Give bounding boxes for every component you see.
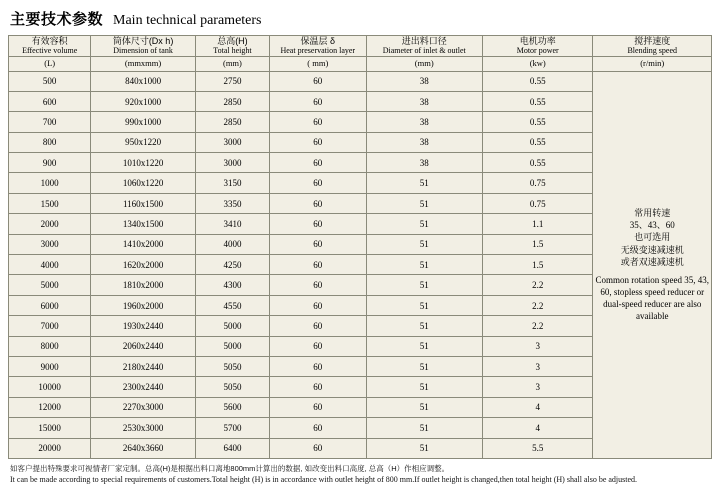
cell-height: 2850 [195,91,269,111]
cell-power: 0.55 [482,91,592,111]
cell-layer: 60 [270,214,366,234]
page-title-cn: 主要技术参数 [10,11,104,28]
cell-volume: 1000 [9,173,91,193]
cell-layer: 60 [270,91,366,111]
cell-power: 0.75 [482,193,592,213]
unit-dimension: (mmxmm) [91,56,195,71]
cell-power: 0.55 [482,71,592,91]
blending-cn-line2: 35、43、60 [629,220,675,231]
cell-power: 3 [482,357,592,377]
cell-height: 5700 [195,418,269,438]
cell-layer: 60 [270,336,366,356]
page-title-en: Main technical parameters [113,13,262,28]
cell-dimension: 2640x3660 [91,438,195,458]
cell-dimension: 2530x3000 [91,418,195,438]
cell-layer: 60 [270,234,366,254]
cell-height: 3410 [195,214,269,234]
cell-height: 3000 [195,132,269,152]
table-row [9,71,712,91]
header-cell-diameter [366,36,482,57]
cell-volume: 1500 [9,193,91,213]
cell-height: 3350 [195,193,269,213]
cell-diameter: 51 [366,397,482,417]
header-cn-blending-speed: 搅拌速度 [634,36,671,46]
cell-volume: 15000 [9,418,91,438]
cell-layer: 60 [270,295,366,315]
cell-dimension: 1340x1500 [91,214,195,234]
cell-dimension: 1810x2000 [91,275,195,295]
cell-dimension: 1010x1220 [91,153,195,173]
cell-volume: 600 [9,91,91,111]
blending-cn-line3: 也可选用 [634,232,671,243]
cell-dimension: 1930x2440 [91,316,195,336]
cell-height: 5000 [195,336,269,356]
cell-power: 0.75 [482,173,592,193]
cell-layer: 60 [270,193,366,213]
cell-volume: 2000 [9,214,91,234]
cell-dimension: 2060x2440 [91,336,195,356]
cell-dimension: 1060x1220 [91,173,195,193]
cell-diameter: 51 [366,234,482,254]
cell-diameter: 51 [366,193,482,213]
cell-power: 4 [482,397,592,417]
cell-layer: 60 [270,153,366,173]
cell-height: 4550 [195,295,269,315]
cell-volume: 10000 [9,377,91,397]
header-cn-effective-volume: 有效容积 [31,36,68,46]
header-cell-total-height [195,36,269,57]
cell-layer: 60 [270,418,366,438]
cell-diameter: 51 [366,295,482,315]
cell-height: 3150 [195,173,269,193]
footnote-en: It can be made according to special requirements of customers.Total height (H) is in accordance with outlet height of 800 mm.If outlet height is changed,then total height (H) shall also be adjusted. [10,475,638,485]
header-en-heat-layer: Heat preservation layer [280,46,356,56]
cell-volume: 20000 [9,438,91,458]
cell-dimension: 2270x3000 [91,397,195,417]
header-cell-effective-volume [9,36,91,57]
cell-power: 2.2 [482,275,592,295]
cell-diameter: 51 [366,316,482,336]
cell-power: 1.5 [482,234,592,254]
cell-height: 4250 [195,255,269,275]
cell-layer: 60 [270,377,366,397]
cell-volume: 9000 [9,357,91,377]
cell-layer: 60 [270,438,366,458]
header-en-total-height: Total height [213,46,252,56]
cell-volume: 700 [9,112,91,132]
header-cn-total-height: 总高(H) [217,36,248,46]
cell-layer: 60 [270,275,366,295]
cell-layer: 60 [270,112,366,132]
header-cell-blending-speed [593,36,712,57]
table-body [9,71,712,458]
cell-dimension: 1960x2000 [91,295,195,315]
unit-diameter: (mm) [366,56,482,71]
cell-diameter: 51 [366,336,482,356]
header-cell-motor-power [482,36,592,57]
cell-diameter: 51 [366,377,482,397]
cell-diameter: 51 [366,214,482,234]
cell-power: 0.55 [482,132,592,152]
cell-diameter: 38 [366,91,482,111]
cell-height: 4000 [195,234,269,254]
cell-layer: 60 [270,357,366,377]
cell-volume: 12000 [9,397,91,417]
cell-volume: 6000 [9,295,91,315]
blending-cn-line1: 常用转速 [634,208,671,219]
page-title [10,8,712,29]
cell-power: 4 [482,418,592,438]
cell-height: 5000 [195,316,269,336]
cell-dimension: 990x1000 [91,112,195,132]
cell-volume: 8000 [9,336,91,356]
unit-motor-power: (kw) [482,56,592,71]
cell-layer: 60 [270,316,366,336]
cell-volume: 7000 [9,316,91,336]
cell-layer: 60 [270,173,366,193]
cell-volume: 800 [9,132,91,152]
cell-height: 4300 [195,275,269,295]
blending-en: Common rotation speed 35, 43, 60, stopless speed reducer or dual-speed reducer are also available [595,274,709,322]
unit-blending-speed: (r/min) [593,56,712,71]
header-en-dimension: Dimension of tank [113,46,173,56]
header-cn-diameter: 进出料口径 [401,36,447,46]
footnote-cn: 如客户提出特殊要求可视情者厂家定制。总高(H)是根据出料口离地800mm计算出的数据, 如改变出料口高度, 总高（H）作相应调整。 [10,463,450,473]
cell-diameter: 38 [366,112,482,132]
cell-diameter: 51 [366,357,482,377]
cell-dimension: 1410x2000 [91,234,195,254]
technical-parameters-table [8,35,712,459]
unit-effective-volume: (L) [9,56,91,71]
cell-height: 2750 [195,71,269,91]
cell-volume: 5000 [9,275,91,295]
cell-dimension: 2300x2440 [91,377,195,397]
unit-heat-layer: ( mm) [270,56,366,71]
cell-power: 3 [482,336,592,356]
cell-dimension: 920x1000 [91,91,195,111]
cell-power: 5.5 [482,438,592,458]
cell-power: 0.55 [482,112,592,132]
cell-volume: 500 [9,71,91,91]
cell-diameter: 38 [366,153,482,173]
cell-diameter: 38 [366,132,482,152]
cell-height: 2850 [195,112,269,132]
cell-dimension: 840x1000 [91,71,195,91]
cell-height: 5600 [195,397,269,417]
blending-cn-line4: 无级变速减速机 [620,244,684,255]
cell-layer: 60 [270,255,366,275]
cell-height: 3000 [195,153,269,173]
blending-cn-line5: 或者双速减速机 [620,256,684,267]
unit-total-height: (mm) [195,56,269,71]
cell-power: 1.5 [482,255,592,275]
cell-blending-speed [593,71,712,458]
cell-power: 0.55 [482,153,592,173]
header-en-motor-power: Motor power [516,46,559,56]
header-en-blending-speed: Blending speed [627,46,677,56]
cell-dimension: 1620x2000 [91,255,195,275]
header-cn-motor-power: 电机功率 [519,36,556,46]
header-en-diameter: Diameter of inlet & outlet [382,46,466,56]
cell-power: 1.1 [482,214,592,234]
cell-dimension: 950x1220 [91,132,195,152]
cell-height: 5050 [195,377,269,397]
cell-diameter: 38 [366,71,482,91]
cell-power: 2.2 [482,295,592,315]
header-cell-heat-layer [270,36,366,57]
cell-dimension: 1160x1500 [91,193,195,213]
header-row [9,36,712,57]
header-cn-heat-layer: 保温层 δ [300,36,336,46]
cell-height: 6400 [195,438,269,458]
header-cell-dimension [91,36,195,57]
footnote [10,463,710,486]
cell-power: 3 [482,377,592,397]
cell-volume: 900 [9,153,91,173]
header-cn-dimension: 筒体尺寸(Dx h) [112,36,174,46]
cell-layer: 60 [270,397,366,417]
cell-diameter: 51 [366,275,482,295]
header-en-effective-volume: Effective volume [22,46,78,56]
cell-diameter: 51 [366,173,482,193]
cell-volume: 3000 [9,234,91,254]
cell-power: 2.2 [482,316,592,336]
unit-row [9,56,712,71]
cell-dimension: 2180x2440 [91,357,195,377]
cell-layer: 60 [270,132,366,152]
cell-height: 5050 [195,357,269,377]
cell-volume: 4000 [9,255,91,275]
cell-layer: 60 [270,71,366,91]
cell-diameter: 51 [366,418,482,438]
cell-diameter: 51 [366,255,482,275]
table-header [9,36,712,72]
cell-diameter: 51 [366,438,482,458]
